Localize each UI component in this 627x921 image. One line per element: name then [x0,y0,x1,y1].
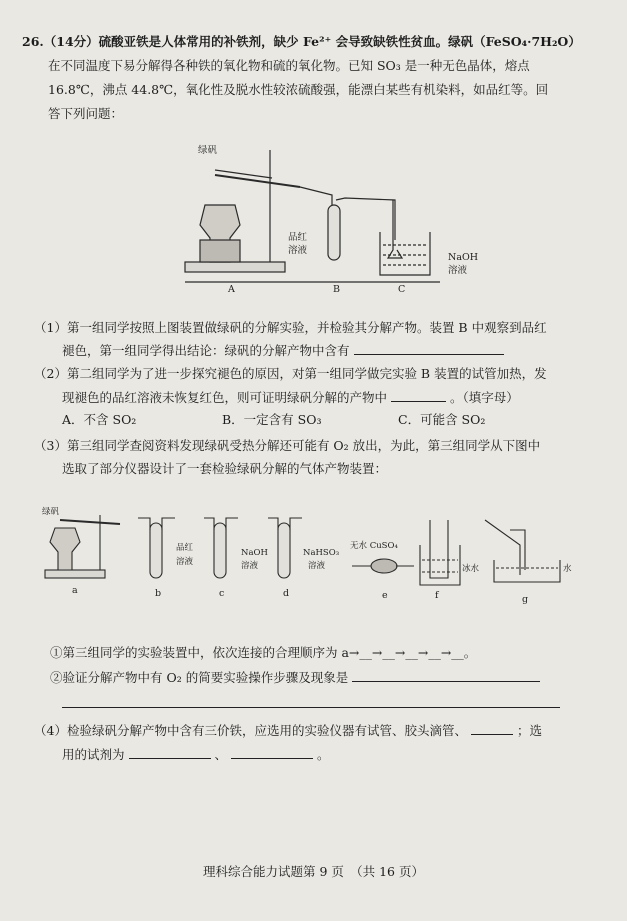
label-pinhong-2: 品红 [176,543,194,553]
answer-blank-part4-instrument[interactable] [471,722,513,735]
part4-text-1: （4）检验绿矾分解产物中含有三价铁，应选用的实验仪器有试管、胶头滴管、 [34,723,467,738]
answer-blank-part3-q2[interactable] [352,669,540,682]
label-a-lower: a [72,585,78,596]
label-nahso3: NaHSO₃ [303,548,340,558]
part3-q2-text: ②验证分解产物中有 O₂ 的简要实验操作步骤及现象是 [50,670,349,685]
label-lvfan-2: 绿矾 [42,507,60,517]
part2-option-c: C．可能含 SO₂ [398,412,486,427]
label-f-lower: f [435,590,439,601]
part4-text-4: 、 [214,747,227,762]
part2-option-b: B．一定含有 SO₃ [222,412,322,427]
part4-text-5: 。 [316,747,330,762]
part4-line-2 [62,746,329,763]
label-g-lower: g [522,594,529,605]
question-intro-line-2: 在不同温度下易分解得各种铁的氧化物和硫的氧化物。已知 SO₃ 是一种无色晶体，熔点 [48,58,530,73]
part3-q1: ①第三组同学的实验装置中，依次连接的合理顺序为 a→__→__→__→__→__。 [50,645,477,660]
label-cuso4: 无水 CuSO₄ [350,541,398,551]
label-rongye-2: 溶液 [448,265,468,276]
part3-line-1: （3）第三组同学查阅资料发现绿矾受热分解还可能有 O₂ 放出，为此，第三组同学从下图中 [34,438,541,453]
label-rongye-3: 溶液 [176,557,194,567]
label-bingshui: 冰水 [462,564,480,574]
label-c-upper: C [398,284,406,295]
part4-text-2: ；选 [516,723,542,738]
answer-line-part3-q2-continued[interactable] [62,707,560,708]
part3-line-2: 选取了部分仪器设计了一套检验绿矾分解的气体产物装置： [62,461,388,476]
label-e-lower: e [382,590,388,601]
label-d-lower: d [283,588,290,599]
question-intro-line-1: 26.（14分）硫酸亚铁是人体常用的补铁剂，缺少 Fe²⁺ 会导致缺铁性贫血。绿矾（FeSO₄·7H₂O） [22,34,581,49]
part2-line-1: （2）第二组同学为了进一步探究褪色的原因，对第一组同学做完实验 B 装置的试管加热，发 [34,366,547,381]
label-rongye-4: 溶液 [241,561,259,571]
label-shui: 水 [563,564,572,574]
question-intro-line-4: 答下列问题： [48,106,124,121]
answer-blank-part4-reagent-1[interactable] [129,746,211,759]
label-b-lower: b [155,588,162,599]
label-naoh-1: NaOH [448,252,479,263]
part2-suffix: 。（填字母） [449,390,519,405]
label-pinhong-1: 品红 [288,232,308,243]
page-footer: 理科综合能力试题第 9 页 （共 16 页） [202,864,424,879]
label-rongye-5: 溶液 [308,561,326,571]
part4-line-1 [34,722,542,739]
label-lvfan-1: 绿矾 [198,145,218,156]
label-naoh-2: NaOH [241,548,268,558]
label-rongye-1: 溶液 [288,245,308,256]
label-b-upper: B [333,284,340,295]
part4-text-3: 用的试剂为 [62,747,125,762]
label-c-lower: c [219,588,225,599]
part3-q2-line [50,669,540,686]
question-intro-line-3: 16.8℃，沸点 44.8℃，氧化性及脱水性较浓硫酸强，能漂白某些有机染料，如品红等。回 [48,82,549,97]
part2-option-a: A．不含 SO₂ [62,412,137,427]
part1-text: 褪色，第一组同学得出结论：绿矾的分解产物中含有 [62,343,350,358]
part1-line-1: （1）第一组同学按照上图装置做绿矾的分解实验，并检验其分解产物。装置 B 中观察到品红 [34,320,547,335]
part2-text: 现褪色的品红溶液未恢复红色，则可证明绿矾分解的产物中 [62,390,388,405]
label-a-upper: A [228,284,235,295]
answer-blank-part4-reagent-2[interactable] [231,746,313,759]
